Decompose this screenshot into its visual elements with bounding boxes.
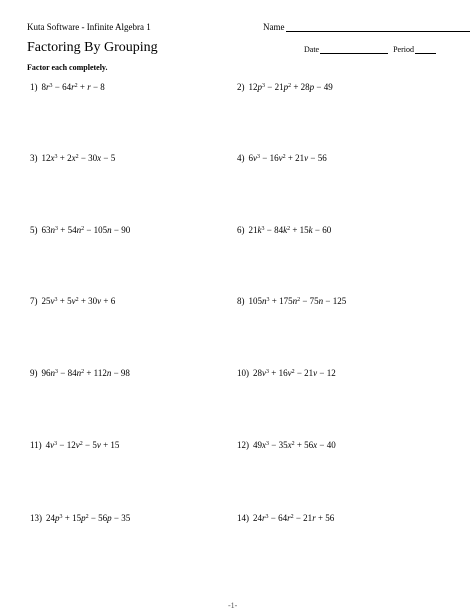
period-label: Period: [393, 45, 414, 54]
problem-expression: $4v^3 - 12v^2 - 5v + 15$: [45, 440, 120, 450]
problem-1: [30, 82, 105, 92]
page-number: -1-: [228, 601, 238, 610]
problem-14: [237, 513, 334, 523]
date-blank-line: [320, 45, 388, 54]
problem-number: 13): [30, 513, 42, 523]
period-blank-line: [415, 45, 436, 54]
instructions: Factor each completely.: [27, 63, 108, 72]
problem-number: 11): [30, 440, 42, 450]
problem-6: [237, 225, 331, 235]
problem-expression: $8r^3 - 64r^2 + r - 8$: [41, 82, 105, 92]
problem-number: 8): [237, 296, 245, 306]
problem-expression: $28v^3 + 16v^2 - 21v - 12$: [253, 368, 336, 378]
problem-number: 6): [237, 225, 245, 235]
name-field: [263, 22, 470, 32]
problem-2: [237, 82, 333, 92]
problem-number: 7): [30, 296, 38, 306]
problem-9: [30, 368, 130, 378]
problem-expression: $24r^3 - 64r^2 - 21r + 56$: [253, 513, 335, 523]
software-header: Kuta Software - Infinite Algebra 1: [27, 22, 151, 32]
problem-5: [30, 225, 130, 235]
problem-number: 5): [30, 225, 38, 235]
problem-number: 9): [30, 368, 38, 378]
problem-13: [30, 513, 130, 523]
problem-number: 2): [237, 82, 245, 92]
problem-number: 1): [30, 82, 38, 92]
problem-number: 4): [237, 153, 245, 163]
problem-3: [30, 153, 115, 163]
problem-expression: $63n^3 + 54n^2 - 105n - 90$: [41, 225, 131, 235]
problem-expression: $21k^3 - 84k^2 + 15k - 60$: [248, 225, 332, 235]
name-blank-line: [286, 22, 470, 32]
problem-expression: $6v^3 - 16v^2 + 21v - 56$: [248, 153, 327, 163]
problem-expression: $12x^3 + 2x^2 - 30x - 5$: [41, 153, 116, 163]
problem-8: [237, 296, 346, 306]
worksheet-title: Factoring By Grouping: [27, 40, 158, 55]
problem-4: [237, 153, 327, 163]
problem-expression: $105n^3 + 175n^2 - 75n - 125$: [248, 296, 347, 306]
problem-expression: $49x^3 - 35x^2 + 56x - 40$: [253, 440, 336, 450]
problem-11: [30, 440, 119, 450]
problem-number: 10): [237, 368, 249, 378]
name-label: Name: [263, 22, 285, 32]
problem-expression: $12p^3 - 21p^2 + 28p - 49$: [248, 82, 333, 92]
date-label: Date: [304, 45, 320, 54]
problem-expression: $25v^3 + 5v^2 + 30v + 6$: [41, 296, 116, 306]
problem-expression: $24p^3 + 15p^2 - 56p - 35$: [46, 513, 131, 523]
problem-number: 14): [237, 513, 249, 523]
problem-expression: $96n^3 - 84n^2 + 112n - 98$: [41, 368, 130, 378]
date-period-fields: [304, 45, 436, 54]
problem-7: [30, 296, 115, 306]
problem-10: [237, 368, 336, 378]
problem-number: 12): [237, 440, 249, 450]
problem-12: [237, 440, 336, 450]
problem-number: 3): [30, 153, 38, 163]
